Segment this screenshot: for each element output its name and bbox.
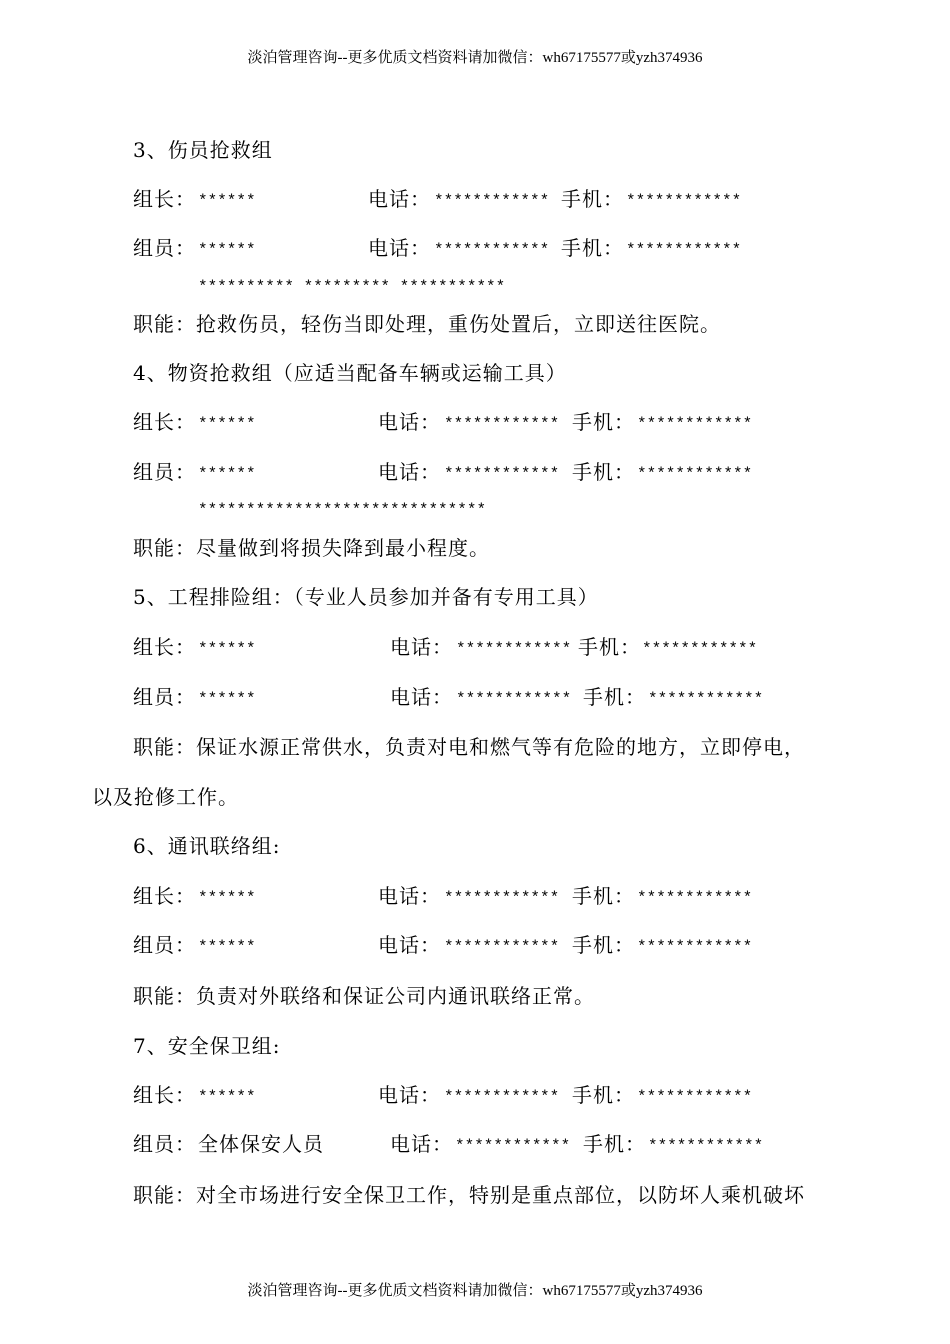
mobile-value: ************ [637, 415, 753, 433]
leader-value: ****** [198, 1088, 256, 1106]
mobile-value: ************ [648, 690, 764, 708]
duty-text: 职能：保证水源正常供水，负责对电和燃气等有危险的地方，立即停电， [133, 735, 805, 759]
leader-label: 组长： [133, 884, 196, 908]
member-label: 组员： [133, 236, 196, 260]
leader-value: ****** [198, 889, 256, 907]
member-label: 组员： [133, 685, 196, 709]
leader-label: 组长： [133, 410, 196, 434]
leader-value: ****** [198, 415, 256, 433]
mobile-label: 手机： [561, 236, 624, 260]
leader-label: 组长： [133, 635, 196, 659]
phone-value: ************ [444, 889, 560, 907]
phone-label: 电话： [378, 460, 441, 484]
phone-value: ************ [455, 1137, 571, 1155]
section-title-7: 7、安全保卫组: [133, 1034, 281, 1058]
phone-label: 电话： [368, 187, 431, 211]
phone-label: 电话： [378, 1083, 441, 1107]
mobile-label: 手机： [583, 685, 646, 709]
mobile-value: ************ [637, 465, 753, 483]
section-title-4: 4、物资抢救组（应适当配备车辆或运输工具） [133, 361, 567, 385]
duty-text: 职能：负责对外联络和保证公司内通讯联络正常。 [133, 984, 595, 1008]
phone-label: 电话： [378, 884, 441, 908]
leader-value: ****** [198, 640, 256, 658]
duty-text-cont: 以及抢修工作。 [92, 785, 239, 809]
page-footer: 淡泊管理咨询--更多优质文档资料请加微信：wh67175577或yzh374936 [247, 1283, 703, 1299]
member-extra: ****************************** [198, 501, 487, 519]
phone-value: ************ [456, 690, 572, 708]
duty-text: 职能：抢救伤员，轻伤当即处理，重伤处置后，立即送往医院。 [133, 312, 721, 336]
phone-label: 电话： [390, 1132, 453, 1156]
phone-label: 电话： [378, 933, 441, 957]
phone-value: ************ [444, 938, 560, 956]
member-value: 全体保安人员 [198, 1132, 324, 1156]
section-title-6: 6、通讯联络组: [133, 834, 281, 858]
member-label: 组员： [133, 933, 196, 957]
member-value: ****** [198, 938, 256, 956]
phone-label: 电话： [390, 635, 453, 659]
member-label: 组员： [133, 460, 196, 484]
mobile-value: ************ [626, 192, 742, 210]
leader-value: ****** [198, 192, 256, 210]
leader-label: 组长： [133, 1083, 196, 1107]
mobile-label: 手机： [572, 884, 635, 908]
member-value: ****** [198, 465, 256, 483]
phone-value: ************ [456, 640, 572, 658]
mobile-value: ************ [637, 1088, 753, 1106]
duty-text: 职能：尽量做到将损失降到最小程度。 [133, 536, 490, 560]
member-extra: ********** ********* *********** [198, 278, 506, 296]
mobile-label: 手机： [572, 460, 635, 484]
mobile-value: ************ [637, 889, 753, 907]
section-title-5: 5、工程排险组：（专业人员参加并备有专用工具） [133, 585, 599, 609]
mobile-label: 手机： [572, 933, 635, 957]
mobile-value: ************ [626, 241, 742, 259]
member-label: 组员： [133, 1132, 196, 1156]
mobile-label: 手机： [561, 187, 624, 211]
mobile-label: 手机： [578, 635, 641, 659]
member-value: ****** [198, 690, 256, 708]
phone-value: ************ [444, 1088, 560, 1106]
mobile-label: 手机： [572, 410, 635, 434]
member-value: ****** [198, 241, 256, 259]
duty-text: 职能：对全市场进行安全保卫工作，特别是重点部位，以防坏人乘机破坏 [133, 1183, 805, 1207]
page-header: 淡泊管理咨询--更多优质文档资料请加微信：wh67175577或yzh374936 [247, 50, 703, 66]
phone-value: ************ [434, 241, 550, 259]
phone-label: 电话： [390, 685, 453, 709]
mobile-value: ************ [637, 938, 753, 956]
phone-label: 电话： [378, 410, 441, 434]
phone-value: ************ [444, 465, 560, 483]
mobile-label: 手机： [583, 1132, 646, 1156]
phone-value: ************ [444, 415, 560, 433]
phone-label: 电话： [368, 236, 431, 260]
mobile-value: ************ [648, 1137, 764, 1155]
section-title-3: 3、伤员抢救组 [133, 138, 273, 162]
mobile-value: ************ [642, 640, 758, 658]
phone-value: ************ [434, 192, 550, 210]
mobile-label: 手机： [572, 1083, 635, 1107]
leader-label: 组长： [133, 187, 196, 211]
